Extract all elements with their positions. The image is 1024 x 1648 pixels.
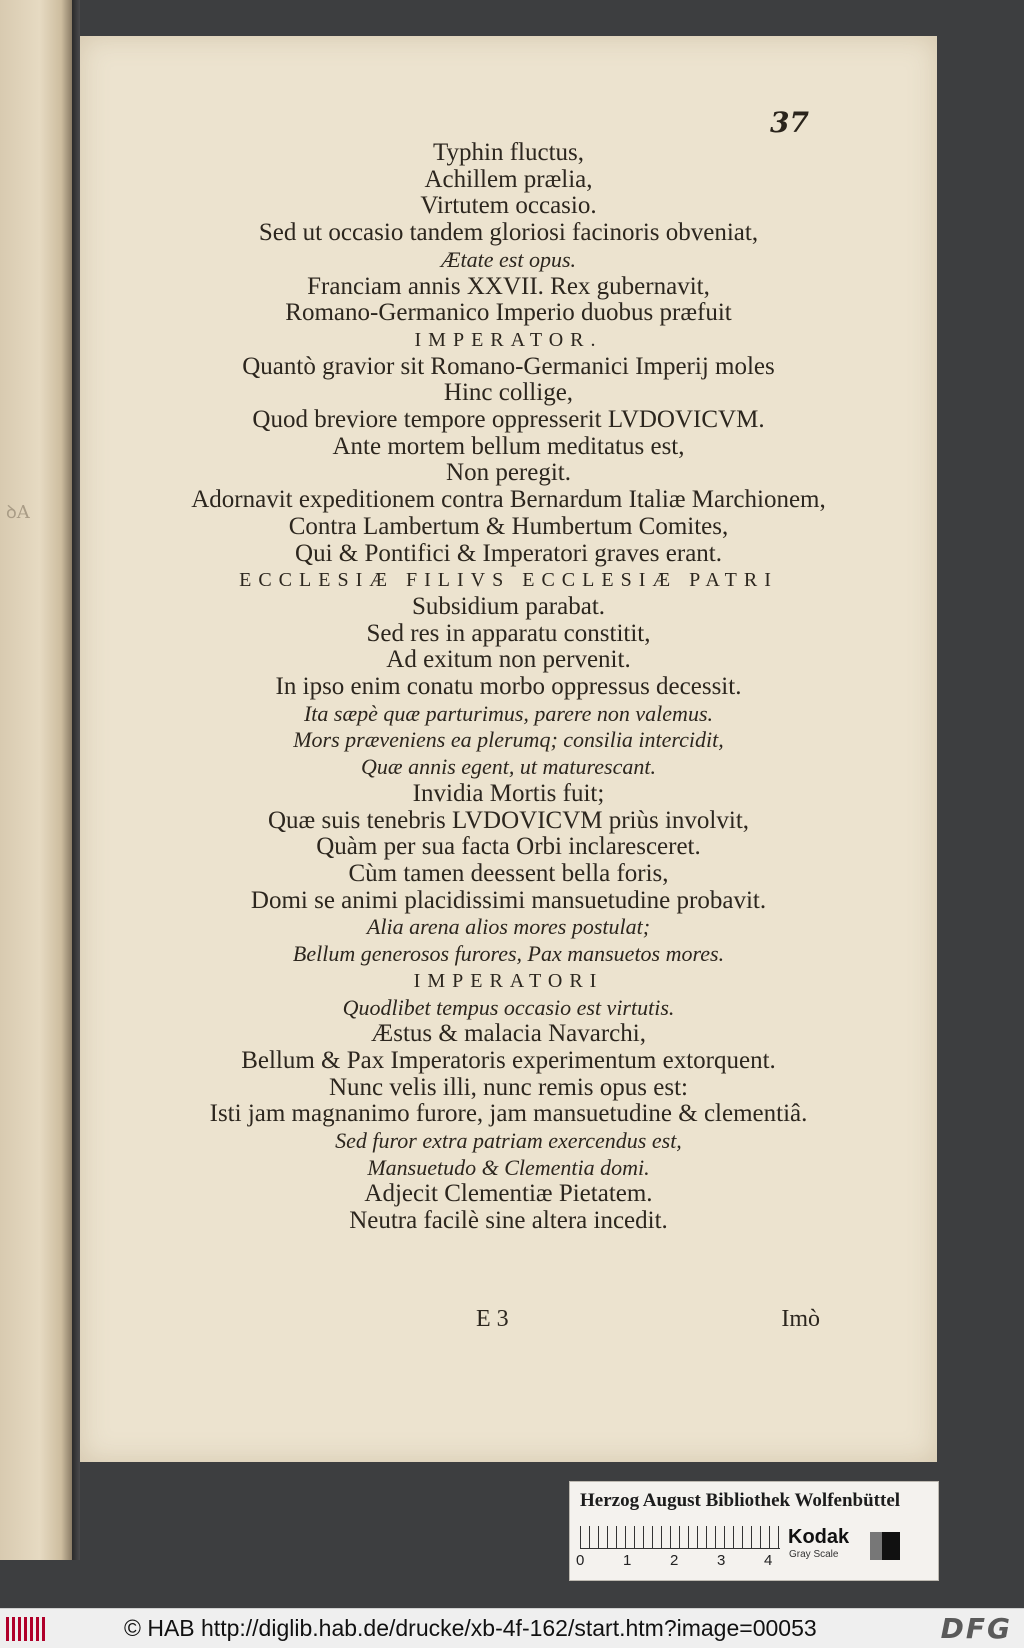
text-line: Quæ suis tenebris LVDOVICVM priùs involvit, — [267, 806, 750, 834]
ruler-number: 4 — [764, 1552, 773, 1569]
text-line: Isti jam magnanimo furore, jam mansuetudine & clementiâ. — [209, 1100, 808, 1128]
text-line: Mors præveniens ea plerumq; consilia intercidit, — [293, 727, 724, 753]
text-line: Qui & Pontifici & Imperatori graves erant. — [295, 539, 722, 567]
ruler-number: 3 — [717, 1552, 726, 1569]
gray-swatch — [870, 1532, 900, 1560]
kodak-logo: Kodak — [788, 1526, 850, 1548]
text-line: Virtutem occasio. — [420, 192, 597, 220]
left-page-ghost-text: ꝺA — [6, 502, 30, 523]
text-line: Quàm per sua facta Orbi inclaresceret. — [316, 833, 701, 861]
ruler-number: 1 — [623, 1552, 632, 1569]
text-line: Franciam annis XXVII. Rex gubernavit, — [307, 272, 710, 300]
ruler-number: 2 — [670, 1552, 679, 1569]
text-line: Mansuetudo & Clementia domi. — [367, 1154, 650, 1180]
text-line: Typhin fluctus, — [432, 139, 584, 166]
text-line: Nunc velis illi, nunc remis opus est: — [329, 1073, 688, 1101]
text-line: Non peregit. — [446, 459, 571, 487]
text-line: Bellum generosos furores, Pax mansuetos mores. — [292, 941, 725, 967]
text-line: Sed furor extra patriam exercendus est, — [335, 1128, 682, 1154]
text-line: Quod breviore tempore oppresserit LVDOVICVM. — [252, 406, 765, 434]
text-line: Subsidium parabat. — [411, 592, 606, 620]
text-line: Quantò gravior sit Romano-Germanici Imperij moles — [242, 352, 775, 380]
text-line: Hinc collige, — [443, 379, 574, 407]
text-line: Quæ annis egent, ut maturescant. — [361, 754, 656, 780]
ruler-scale — [580, 1526, 780, 1549]
text-line: Contra Lambertum & Humbertum Comites, — [288, 512, 729, 540]
dfg-logo: DFG — [940, 1612, 1012, 1645]
text-line: Sed ut occasio tandem gloriosi facinoris obveniat, — [258, 219, 759, 247]
text-line: Romano-Germanico Imperio duobus præfuit — [285, 299, 732, 327]
text-line: Ad exitum non pervenit. — [386, 646, 631, 674]
text-line: Bellum & Pax Imperatoris experimentum extorquent. — [241, 1046, 776, 1074]
hab-barcode-logo-icon — [6, 1617, 46, 1641]
text-line: Achillem prælia, — [424, 165, 593, 193]
text-line: In ipso enim conatu morbo oppressus decessit. — [275, 673, 742, 701]
left-page-edge — [0, 0, 72, 1560]
ruler-numbers — [576, 1552, 811, 1569]
page-number: 37 — [770, 106, 809, 139]
source-url[interactable]: © HAB http://diglib.hab.de/drucke/xb-4f-162/start.htm?image=00053 — [124, 1615, 817, 1641]
text-line: Adjecit Clementiæ Pietatem. — [364, 1180, 653, 1208]
text-line: Adornavit expeditionem contra Bernardum Italiæ Marchionem, — [191, 486, 826, 514]
page-text — [80, 140, 937, 1235]
document-page — [80, 36, 937, 1462]
ruler-number: 0 — [576, 1552, 585, 1569]
text-line: Ita sæpè quæ parturimus, parere non valemus. — [303, 700, 714, 726]
gray-scale-label: Gray Scale — [789, 1549, 839, 1560]
text-line: IMPERATORI — [413, 969, 604, 992]
text-line: IMPERATOR. — [414, 328, 603, 351]
text-line: Domi se animi placidissimi mansuetudine probavit. — [250, 886, 767, 914]
catchword: Imò — [781, 1306, 820, 1332]
text-line: Ante mortem bellum meditatus est, — [332, 432, 685, 460]
library-color-plate — [569, 1481, 939, 1581]
viewer-footer-bar — [0, 1608, 1024, 1648]
text-line: Neutra facilè sine altera incedit. — [349, 1207, 668, 1235]
text-line: Invidia Mortis fuit; — [412, 779, 605, 807]
text-line: Cùm tamen deessent bella foris, — [348, 859, 669, 887]
text-line: Æstus & malacia Navarchi, — [371, 1020, 646, 1048]
text-line: Ætate est opus. — [440, 246, 577, 272]
text-line: Sed res in apparatu constitit, — [366, 619, 651, 647]
signature-mark: E 3 — [476, 1306, 509, 1332]
text-line: Quodlibet tempus occasio est virtutis. — [342, 994, 675, 1020]
text-line: Alia arena alios mores postulat; — [366, 914, 651, 940]
page-footer — [80, 1306, 937, 1336]
book-gutter — [72, 0, 80, 1560]
plate-title: Herzog August Bibliothek Wolfenbüttel — [580, 1490, 901, 1511]
text-line: ECCLESIÆ FILIVS ECCLESIÆ PATRI — [239, 569, 778, 592]
